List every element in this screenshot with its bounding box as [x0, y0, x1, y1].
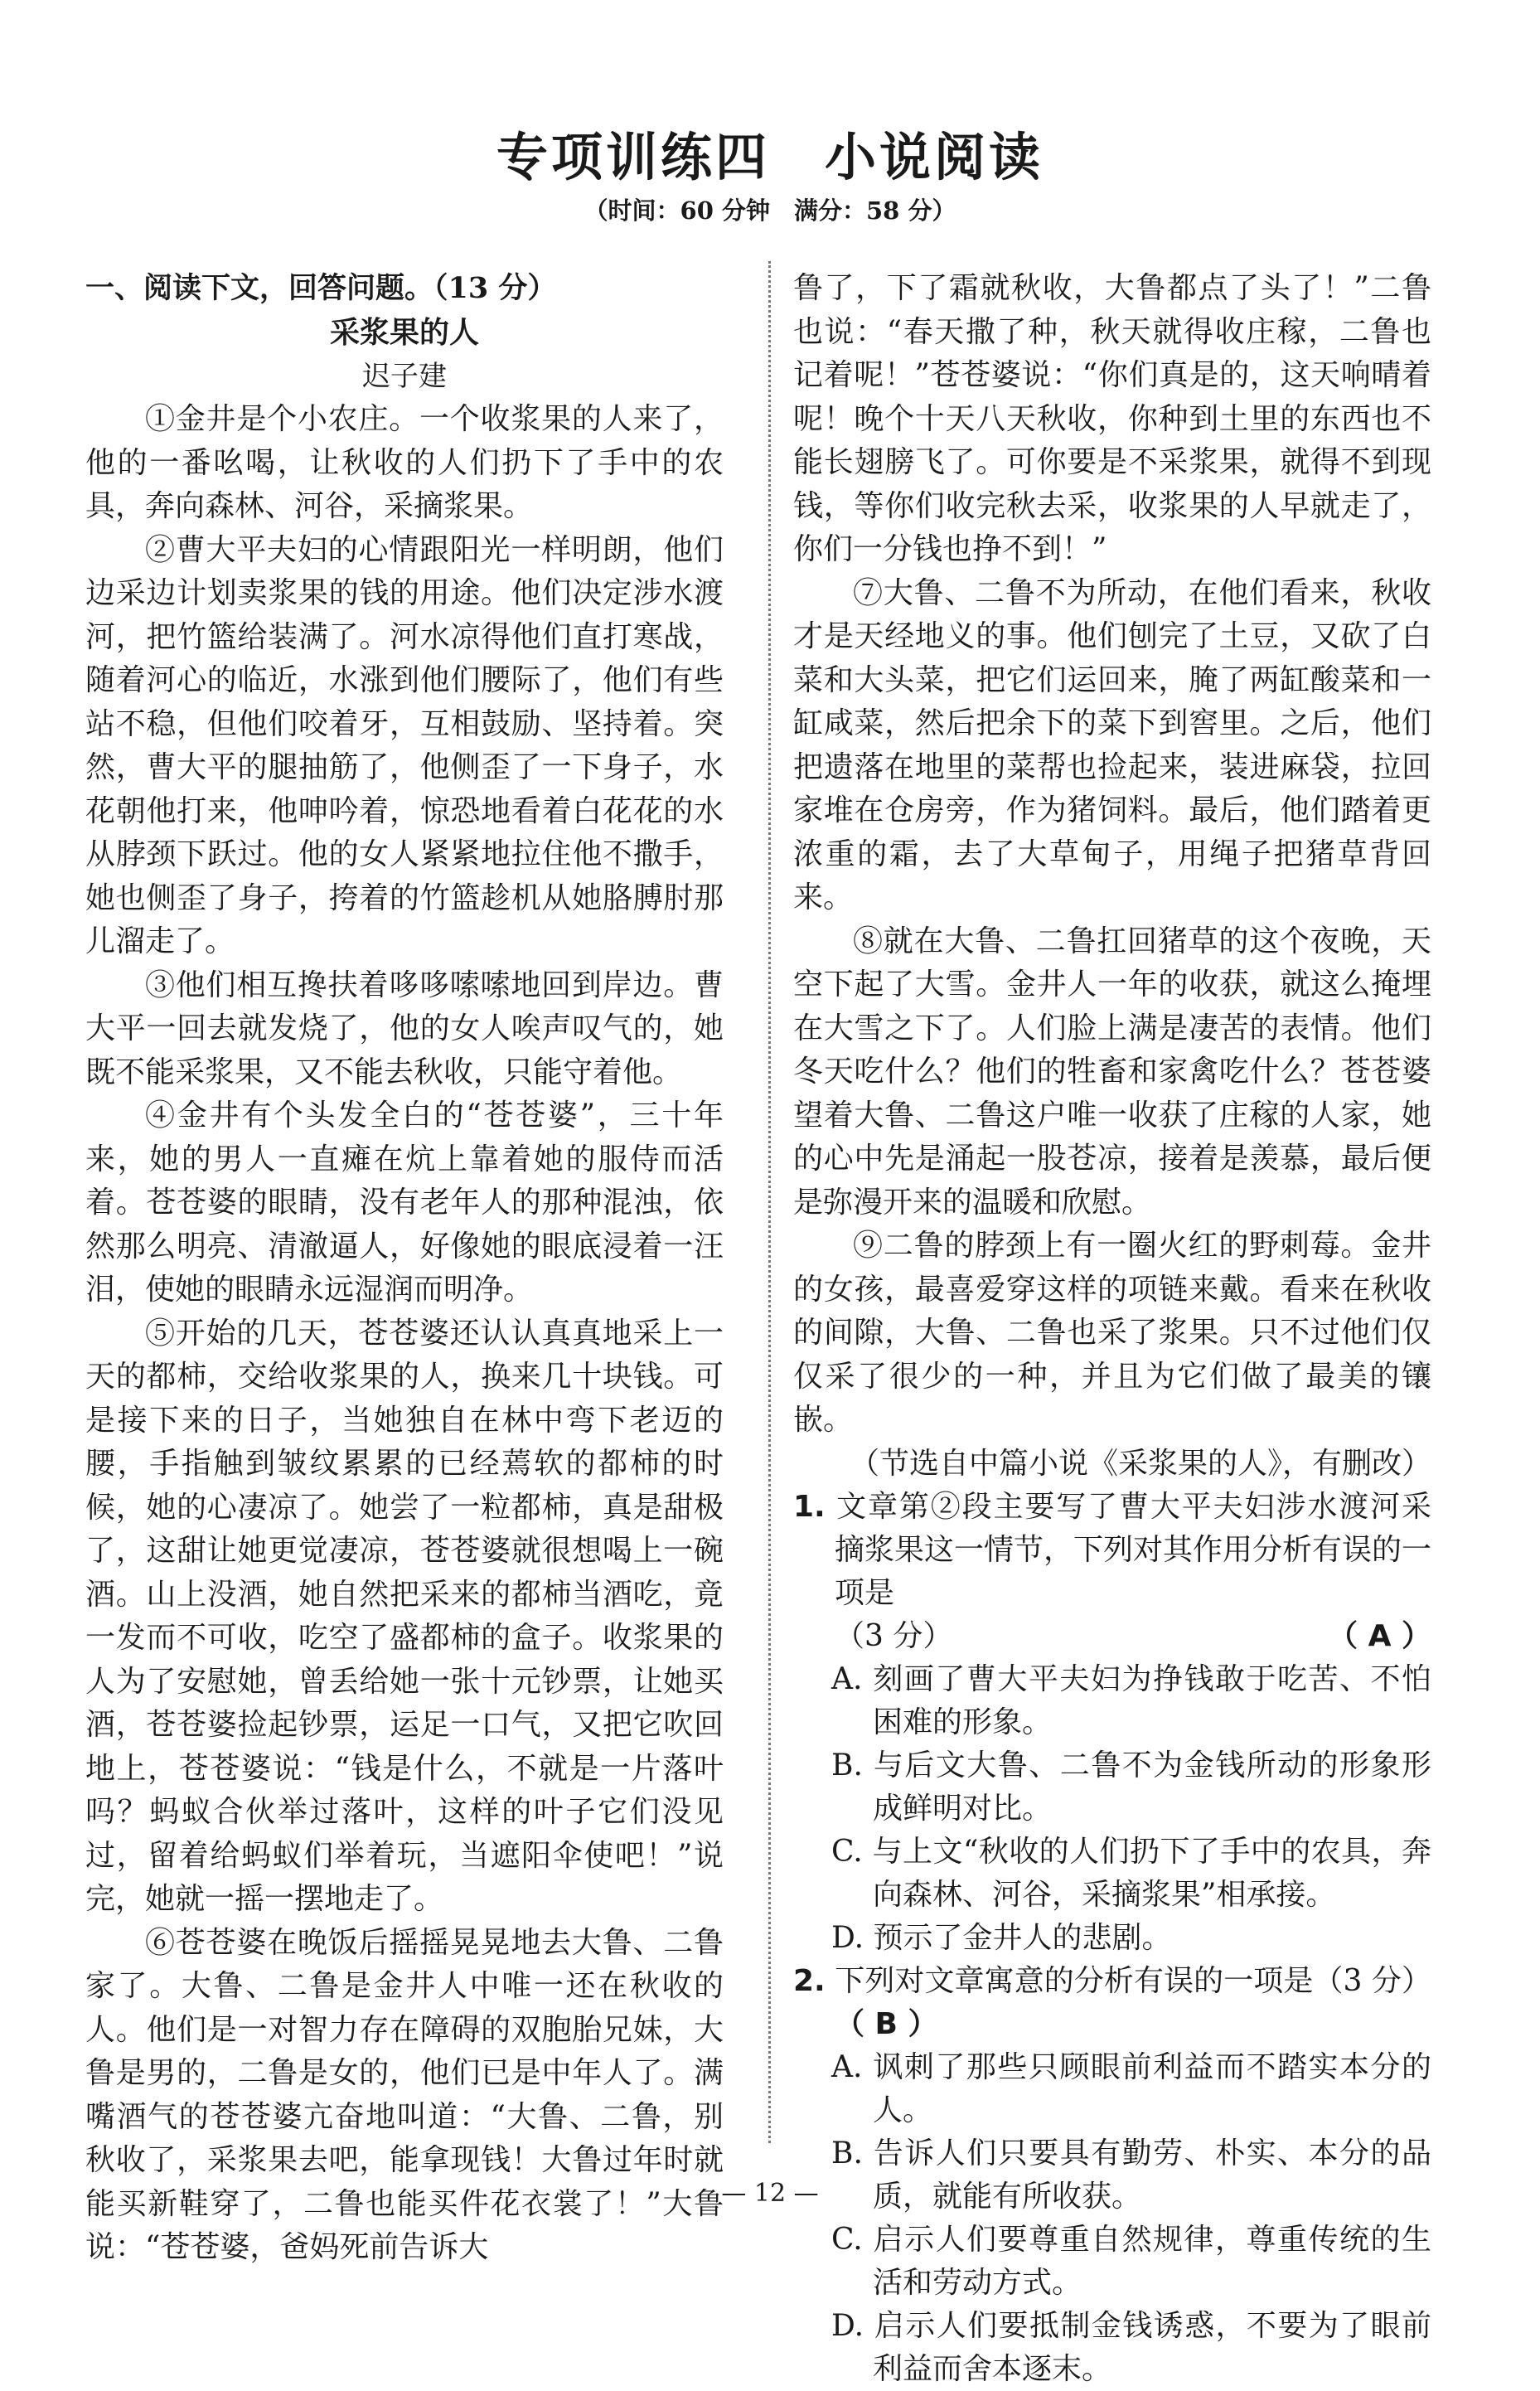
paragraph-5: ⑤开始的几天，苍苍婆还认认真真地采上一天的都柿，交给收浆果的人，换来几十块钱。可是接下来的日子，当她独自在林中弯下老迈的腰，手指触到皱纹累累的已经蔫软的都柿的时候，她的心凄凉了。她尝了一粒都柿，真是甜极了，这甜让她更觉凄凉，苍苍婆就很想喝上一碗酒。山上没酒，她自然把采来的都柿当酒吃，竟一发而不可收，吃空了盛都柿的盒子。收浆果的人为了安慰她，曾丢给她一张十元钞票，让她买酒，苍苍婆捡起钞票，运足一口气，又把它吹回地上，苍苍婆说：“钱是什么，不就是一片落叶吗？蚂蚁合伙举过落叶，这样的叶子它们没见过，留着给蚂蚁们举着玩，当遮阳伞使吧！”说完，她就一摇一摆地走了。: [85, 1316, 724, 1916]
page-title: 专项训练四 小说阅读: [496, 127, 1044, 187]
paragraph-1: ①金井是个小农庄。一个收浆果的人来了，他的一番吆喝，让秋收的人们扔下了手中的农具，奔向森林、河谷，采摘浆果。: [85, 402, 724, 523]
option-a: A. 讽刺了那些只顾眼前利益而不踏实本分的人。: [831, 2049, 1431, 2127]
question-number: 1.: [793, 1489, 826, 1524]
right-column: [793, 267, 1431, 2391]
paragraph-6-part-1: ⑥苍苍婆在晚饭后摇摇晃晃地去大鲁、二鲁家了。大鲁、二鲁是金井人中唯一还在秋收的人。他们是一对智力存在障碍的双胞胎兄妹，大鲁是男的，二鲁是女的，他们已是中年人了。满嘴酒气的苍苍婆亢奋地叫道：“大鲁、二鲁，别秋收了，采浆果去吧，能拿现钱！大鲁过年时就能买新鞋穿了，二鲁也能买件花衣裳了！”大鲁说：“苍苍婆，爸妈死前告诉大: [85, 1925, 724, 2264]
paragraph-9: ⑨二鲁的脖颈上有一圈火红的野刺莓。金井的女孩，最喜爱穿这样的项链来戴。看来在秋收的间隙，大鲁、二鲁也采了浆果。只不过他们仅仅采了很少的一种，并且为它们做了最美的镶嵌。: [793, 1229, 1431, 1437]
source-note: （节选自中篇小说《采浆果的人》，有删改）: [849, 1446, 1431, 1481]
left-column: [85, 267, 724, 2270]
question-text: 下列对文章寓意的分析有误的一项是（3 分）: [835, 1963, 1431, 1998]
question-1-stem: [793, 1486, 1431, 1615]
answer-badge: （ A ）: [1328, 1618, 1431, 1653]
paragraph-7: ⑦大鲁、二鲁不为所动，在他们看来，秋收才是天经地义的事。他们刨完了土豆，又砍了白菜和大头菜，把它们运回来，腌了两缸酸菜和一缸咸菜，然后把余下的菜下到窖里。之后，他们把遗落在地里的菜帮也捡起来，装进麻袋，拉回家堆在仓房旁，作为猪饲料。最后，他们踏着更浓重的霜，去了大草甸子，用绳子把猪草背回来。: [793, 575, 1431, 914]
page-number: — 12 —: [721, 2179, 819, 2208]
section-heading: 一、阅读下文，回答问题。（13 分）: [85, 271, 557, 305]
question-1-score-line: [835, 1615, 1431, 1658]
option-a: A. 刻画了曹大平夫妇为挣钱敢于吃苦、不怕困难的形象。: [831, 1661, 1431, 1739]
question-2: [793, 1960, 1431, 2391]
paragraph-6-part-2: 鲁了，下了霜就秋收，大鲁都点了头了！”二鲁也说：“春天撒了种，秋天就得收庄稼，二鲁也记着呢！”苍苍婆说：“你们真是的，这天响晴着呢！晚个十天八天秋收，你种到土里的东西也不能长翅膀飞了。可你要是不采浆果，就得不到现钱，等你们收完秋去采，收浆果的人早就走了，你们一分钱也挣不到！”: [793, 271, 1431, 566]
question-2-stem: [793, 1960, 1431, 2046]
paragraph-8: ⑧就在大鲁、二鲁扛回猪草的这个夜晚，天空下起了大雪。金井人一年的收获，就这么掩埋在大雪之下了。人们脸上满是凄苦的表情。他们冬天吃什么？他们的牲畜和家禽吃什么？苍苍婆望着大鲁、二鲁这户唯一收获了庄稼的人家，她的心中先是涌起一股苍凉，接着是羡慕，最后便是弥漫开来的温暖和欣慰。: [793, 924, 1431, 1220]
question-number: 2.: [793, 1963, 826, 1998]
story-author: 迟子建: [362, 360, 447, 393]
paragraph-3: ③他们相互搀扶着哆哆嗦嗦地回到岸边。曹大平一回去就发烧了，他的女人唉声叹气的，她既不能采浆果，又不能去秋收，只能守着他。: [85, 968, 724, 1089]
column-divider: [768, 261, 771, 2143]
option-d: D. 启示人们要抵制金钱诱惑，不要为了眼前利益而舍本逐末。: [831, 2308, 1431, 2386]
answer-badge: （ B ）: [835, 2006, 938, 2041]
option-b: B. 告诉人们只要具有勤劳、朴实、本分的品质，就能有所收获。: [831, 2136, 1431, 2214]
paragraph-4: ④金井有个头发全白的“苍苍婆”，三十年来，她的男人一直瘫在炕上靠着她的服侍而活着。苍苍婆的眼睛，没有老年人的那种混浊，依然那么明亮、清澈逼人，好像她的眼底浸着一汪泪，使她的眼睛永远湿润而明净。: [85, 1099, 724, 1307]
question-text: 文章第②段主要写了曹大平夫妇涉水渡河采摘浆果这一情节，下列对其作用分析有误的一项是: [835, 1489, 1432, 1610]
question-1: [793, 1486, 1431, 1960]
option-c: C. 与上文“秋收的人们扔下了手中的农具，奔向森林、河谷，采摘浆果”相承接。: [831, 1834, 1431, 1912]
story-title: 采浆果的人: [329, 315, 479, 350]
exam-time-score: （时间：60 分钟 满分：58 分）: [584, 196, 956, 225]
option-c: C. 启示人们要尊重自然规律，尊重传统的生活和劳动方式。: [831, 2222, 1431, 2300]
option-b: B. 与后文大鲁、二鲁不为金钱所动的形象形成鲜明对比。: [831, 1748, 1431, 1826]
question-score: （3 分）: [835, 1618, 953, 1653]
option-d: D. 预示了金井人的悲剧。: [831, 1920, 1172, 1955]
paragraph-2: ②曹大平夫妇的心情跟阳光一样明朗，他们边采边计划卖浆果的钱的用途。他们决定涉水渡河，把竹篮给装满了。河水凉得他们直打寒战，随着河心的临近，水涨到他们腰际了，他们有些站不稳，但他们咬着牙，互相鼓励、坚持着。突然，曹大平的腿抽筋了，他侧歪了一下身子，水花朝他打来，他呻吟着，惊恐地看着白花花的水从脖颈下跃过。他的女人紧紧地拉住他不撒手，她也侧歪了身子，挎着的竹篮趁机从她胳膊肘那儿溜走了。: [85, 532, 724, 958]
